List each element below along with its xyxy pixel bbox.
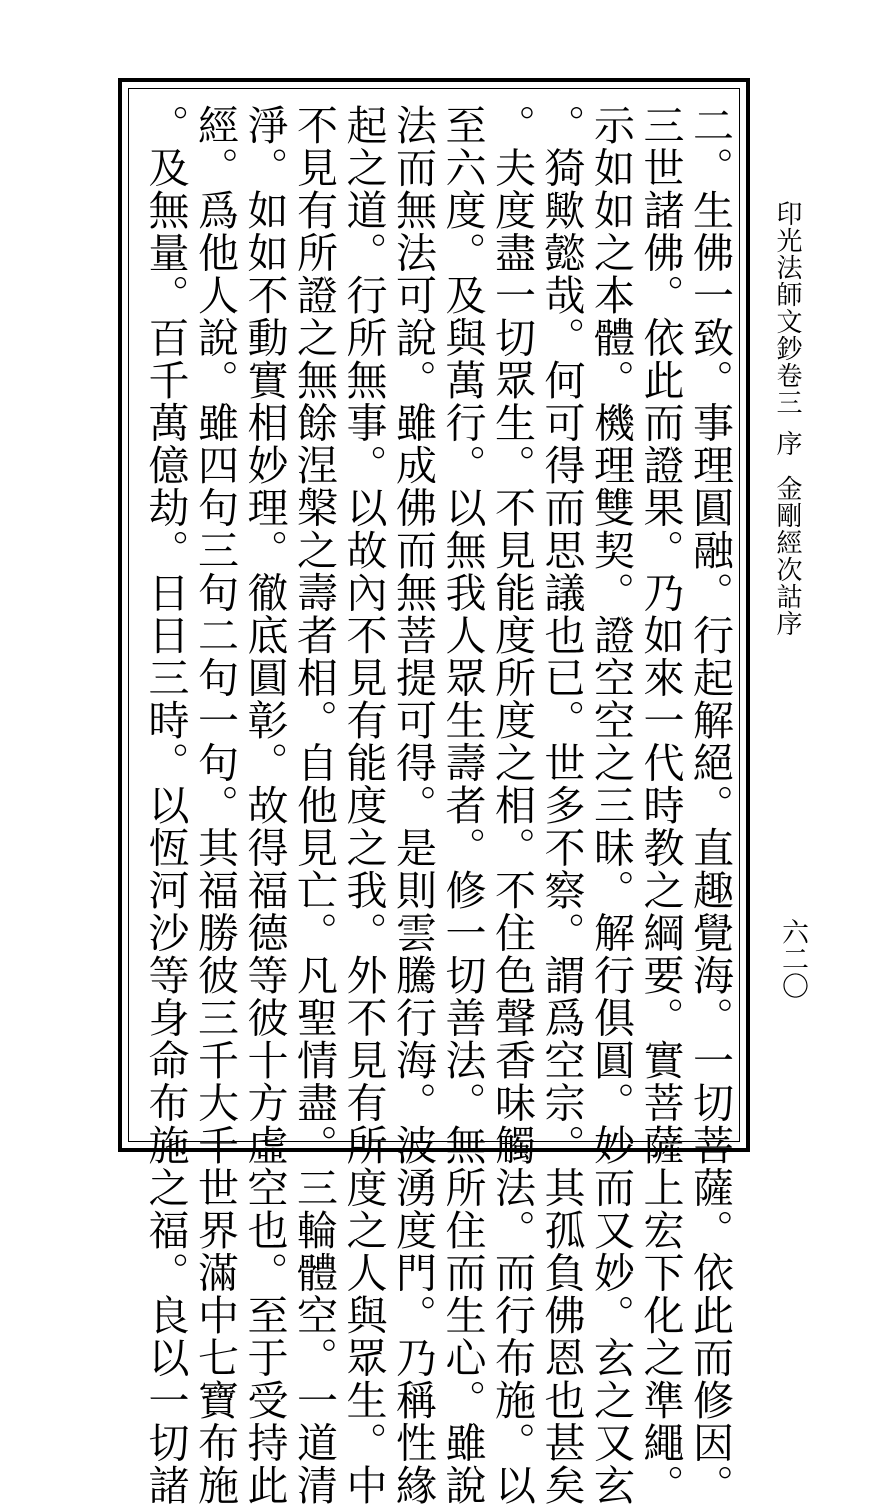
text-column: 至六度。及與萬行。以無我人眾生壽者。修一切善法。無所住而生心。雖說 xyxy=(438,104,487,1507)
section-label: 序 xyxy=(772,430,802,457)
text-column: 不見有所證之無餘涅槃之壽者相。自他見亡。凡聖情盡。三輪體空。一道清 xyxy=(290,104,338,1507)
text-column: 淨。如如不動實相妙理。徹底圓彰。故得福德等彼十方虛空也。至于受持此 xyxy=(240,104,289,1507)
running-header xyxy=(770,200,804,637)
text-column: 法而無法可說。雖成佛而無菩提可得。是則雲騰行海。波湧度門。乃稱性緣 xyxy=(389,104,437,1507)
text-column: 三世諸佛。依此而證果。乃如來一代時教之綱要。實菩薩上宏下化之準繩。 xyxy=(636,104,685,1507)
text-column: 示如如之本體。機理雙契。證空空之三昧。解行俱圓。妙而又妙。玄之又玄 xyxy=(587,104,635,1507)
text-column: 起之道。行所無事。以故內不見有能度之我。外不見有所度之人與眾生。中 xyxy=(339,104,388,1507)
article-title: 金剛經次詁序 xyxy=(772,475,802,637)
text-column: 二。生佛一致。事理圓融。行起解絕。直趣覺海。一切菩薩。依此而修因。 xyxy=(686,104,734,1507)
page-number: 六二〇 xyxy=(777,918,808,999)
body-text xyxy=(138,104,734,1507)
text-column: 。猗歟懿哉。何可得而思議也已。世多不察。謂爲空宗。其孤負佛恩也甚矣 xyxy=(537,104,586,1507)
text-column: 經。爲他人說。雖四句三句二句一句。其福勝彼三千大千世界滿中七寶布施 xyxy=(191,104,239,1507)
text-column: 。及無量。百千萬億劫。日日三時。以恆河沙等身命布施之福。良以一切諸 xyxy=(141,104,190,1507)
text-column: 。夫度盡一切眾生。不見能度所度之相。不住色聲香味觸法。而行布施。以 xyxy=(488,104,536,1507)
book-title: 印光法師文鈔卷三 xyxy=(772,200,802,416)
